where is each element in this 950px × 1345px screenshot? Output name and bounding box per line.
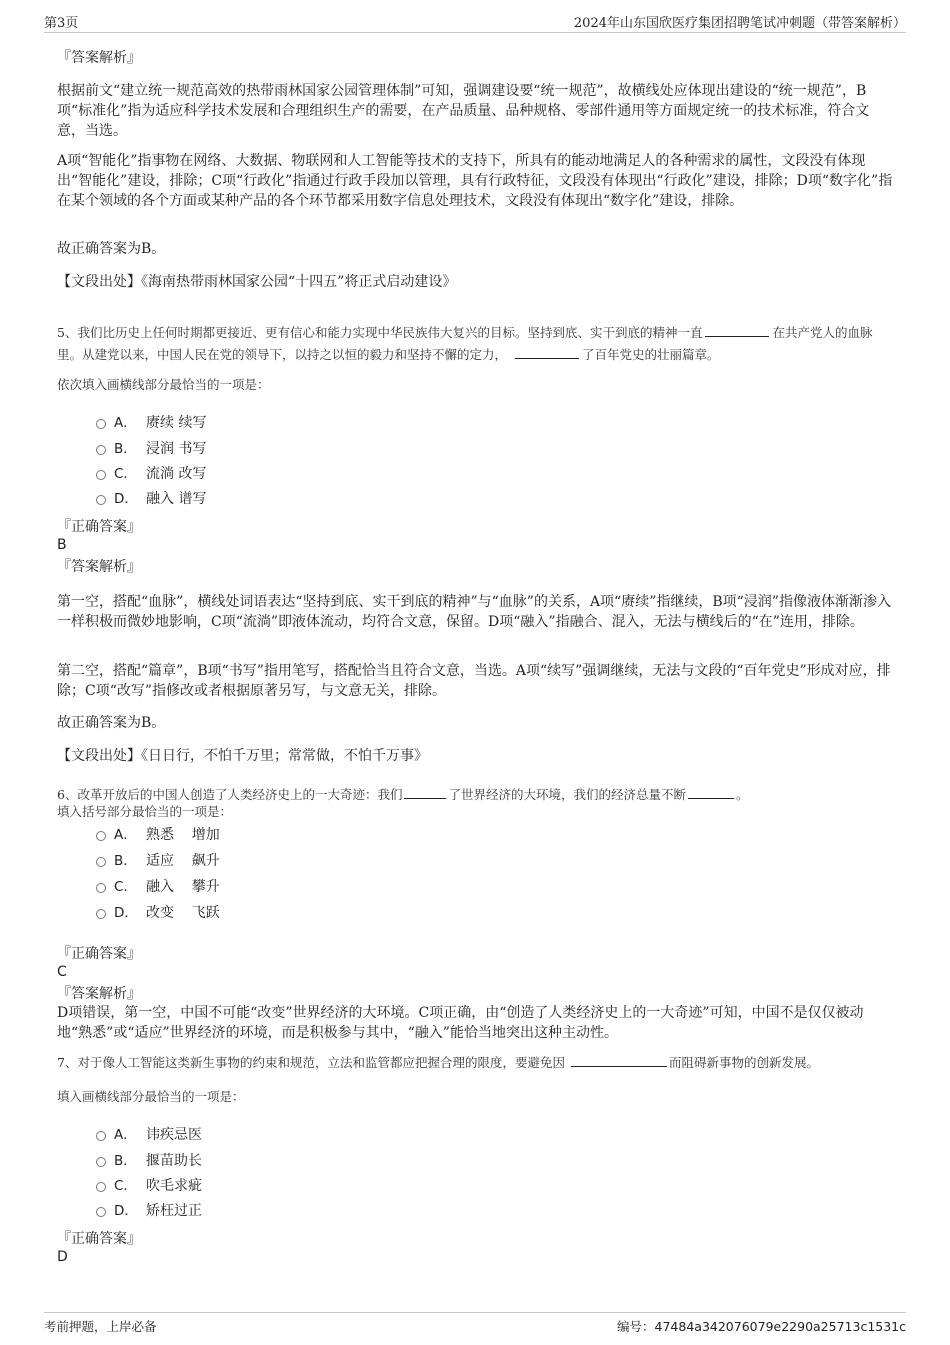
option-text: 融入 攀升 xyxy=(146,879,220,895)
q6-analysis: D项错误，第一空，中国不可能“改变”世界经济的大环境。C项正确，由“创造了人类经济史上的一大奇迹”可知，中国不是仅仅被动地“熟悉”或“适应”世界经济的环境，而是积极参与其中，“融入”能恰当地突出这种主动性。 xyxy=(57,1005,864,1041)
q7-stem xyxy=(57,1052,895,1074)
option-text: 赓续 续写 xyxy=(146,415,207,431)
page-header xyxy=(44,12,906,33)
option-text: 融入 谱写 xyxy=(146,491,207,507)
q7-prompt: 填入画横线部分最恰当的一项是： xyxy=(57,1089,245,1104)
code-value: 47484a342076079e2290a25713c1531c xyxy=(654,1319,906,1334)
q7-blank-1 xyxy=(571,1053,667,1067)
option-letter: A． xyxy=(114,827,137,843)
q5-stem-part2: 在共产党人的血脉里。从建党以来，中国人民在党的领导下，以持之以恒的毅力和坚持不懈的定力， xyxy=(57,325,873,362)
radio-button[interactable] xyxy=(96,831,106,841)
option-letter: C． xyxy=(114,466,137,482)
option-text: 改变 飞跃 xyxy=(146,905,220,921)
option-letter: A． xyxy=(114,415,137,431)
option-letter: B． xyxy=(114,441,137,457)
q4-analysis-label: 『答案解析』 xyxy=(57,50,141,66)
q7-answer-label: 『正确答案』 xyxy=(57,1231,141,1247)
radio-button[interactable] xyxy=(96,470,106,480)
option-letter: B． xyxy=(114,853,137,869)
footer-slogan: 考前押题，上岸必备 xyxy=(44,1319,157,1334)
q5-blank-1 xyxy=(705,323,769,337)
q6-blank-2 xyxy=(688,785,734,799)
q5-stem xyxy=(57,322,895,366)
q5-prompt: 依次填入画横线部分最恰当的一项是： xyxy=(57,377,270,392)
q6-stem-part1: 6、改革开放后的中国人创造了人类经济史上的一大奇迹：我们 xyxy=(57,787,403,802)
radio-button[interactable] xyxy=(96,1207,106,1217)
q5-answer: B xyxy=(57,537,67,553)
option-letter: A． xyxy=(114,1127,137,1143)
q6-stem xyxy=(57,785,895,804)
code-label: 编号： xyxy=(617,1319,655,1334)
option-text: 矫枉过正 xyxy=(146,1203,202,1219)
option-text: 浸润 书写 xyxy=(146,441,207,457)
radio-button[interactable] xyxy=(96,1157,106,1167)
q5-stem-part3: 了百年党史的壮丽篇章。 xyxy=(582,347,720,362)
q5-source: 【文段出处】《日日行，不怕千万里；常常做，不怕千万事》 xyxy=(57,748,428,764)
radio-button[interactable] xyxy=(96,1182,106,1192)
q5-blank-2 xyxy=(515,345,579,359)
option-text: 流淌 改写 xyxy=(146,466,207,482)
q4-conclusion: 故正确答案为B。 xyxy=(57,241,166,257)
page-footer xyxy=(44,1312,906,1337)
q6-answer-label: 『正确答案』 xyxy=(57,946,141,962)
q5-conclusion: 故正确答案为B。 xyxy=(57,715,166,731)
q4-analysis-para2: A项“智能化”指事物在网络、大数据、物联网和人工智能等技术的支持下，所具有的能动地满足人的各种需求的属性，文段没有体现出“智能化”建设，排除；C项“行政化”指通过行政手段加以管理，具有行政特征，文段没有体现出“行政化”建设，排除；D项“数字化”指在某个领域的各个方面或某种产品的各个环节都采用数字信息处理技术，文段没有体现出“数字化”建设，排除。 xyxy=(57,153,893,209)
radio-button[interactable] xyxy=(96,419,106,429)
radio-button[interactable] xyxy=(96,495,106,505)
q5-analysis-para1: 第一空，搭配“血脉”，横线处词语表达“坚持到底、实干到底的精神”与“血脉”的关系，A项“赓续”指继续，B项“浸润”指像液体渐渐渗入一样积极而微妙地影响，C项“流淌”即液体流动，均符合文意，保留。D项“融入”指融合、混入，无法与横线后的“在”连用，排除。 xyxy=(57,594,891,630)
q4-analysis-para1: 根据前文“建立统一规范高效的热带雨林国家公园管理体制”可知，强调建设要“统一规范”，故横线处应体现出建设的“统一规范”，B项“标准化”指为适应科学技术发展和合理组织生产的需要，在产品质量、品种规格、零部件通用等方面规定统一的技术标准，符合文意，当选。 xyxy=(57,83,870,139)
q5-answer-label: 『正确答案』 xyxy=(57,519,141,535)
option-text: 揠苗助长 xyxy=(146,1153,202,1169)
q7-answer: D xyxy=(57,1249,68,1265)
option-letter: D． xyxy=(114,491,138,507)
option-letter: C． xyxy=(114,1178,137,1194)
option-text: 熟悉 增加 xyxy=(146,827,220,843)
q6-answer: C xyxy=(57,964,67,980)
q4-source: 【文段出处】《海南热带雨林国家公园“十四五”将正式启动建设》 xyxy=(57,274,457,290)
radio-button[interactable] xyxy=(96,909,106,919)
q5-analysis-para2: 第二空，搭配“篇章”，B项“书写”指用笔写，搭配恰当且符合文意，当选。A项“续写”强调继续，无法与文段的“百年党史”形成对应，排除；C项“改写”指修改或者根据原著另写，与文意无关，排除。 xyxy=(57,663,891,699)
q6-blank-1 xyxy=(404,785,446,799)
q6-analysis-label: 『答案解析』 xyxy=(57,986,141,1002)
radio-button[interactable] xyxy=(96,1131,106,1141)
q6-stem-part3: 。 xyxy=(735,787,749,802)
q7-stem-part1: 7、对于像人工智能这类新生事物的约束和规范，立法和监管都应把握合理的限度，要避免因 xyxy=(57,1055,565,1070)
q6-prompt: 填入括号部分最恰当的一项是： xyxy=(57,804,233,819)
option-letter: B． xyxy=(114,1153,137,1169)
radio-button[interactable] xyxy=(96,883,106,893)
q7-stem-part2: 而阻碍新事物的创新发展。 xyxy=(668,1055,819,1070)
document-code xyxy=(617,1317,906,1335)
q5-stem-part1: 5、我们比历史上任何时期都更接近、更有信心和能力实现中华民族伟大复兴的目标。坚持到底、实干到底的精神一直 xyxy=(57,325,703,340)
option-text: 吹毛求疵 xyxy=(146,1178,202,1194)
option-text: 讳疾忌医 xyxy=(146,1127,202,1143)
option-letter: D． xyxy=(114,1203,138,1219)
option-text: 适应 飙升 xyxy=(146,853,220,869)
option-letter: D． xyxy=(114,905,138,921)
radio-button[interactable] xyxy=(96,857,106,867)
page-number: 第3页 xyxy=(44,16,79,31)
option-letter: C． xyxy=(114,879,137,895)
document-title: 2024年山东国欣医疗集团招聘笔试冲刺题（带答案解析） xyxy=(573,16,906,31)
radio-button[interactable] xyxy=(96,445,106,455)
q6-stem-part2: 了世界经济的大环境，我们的经济总量不断 xyxy=(448,787,686,802)
q5-analysis-label: 『答案解析』 xyxy=(57,559,141,575)
